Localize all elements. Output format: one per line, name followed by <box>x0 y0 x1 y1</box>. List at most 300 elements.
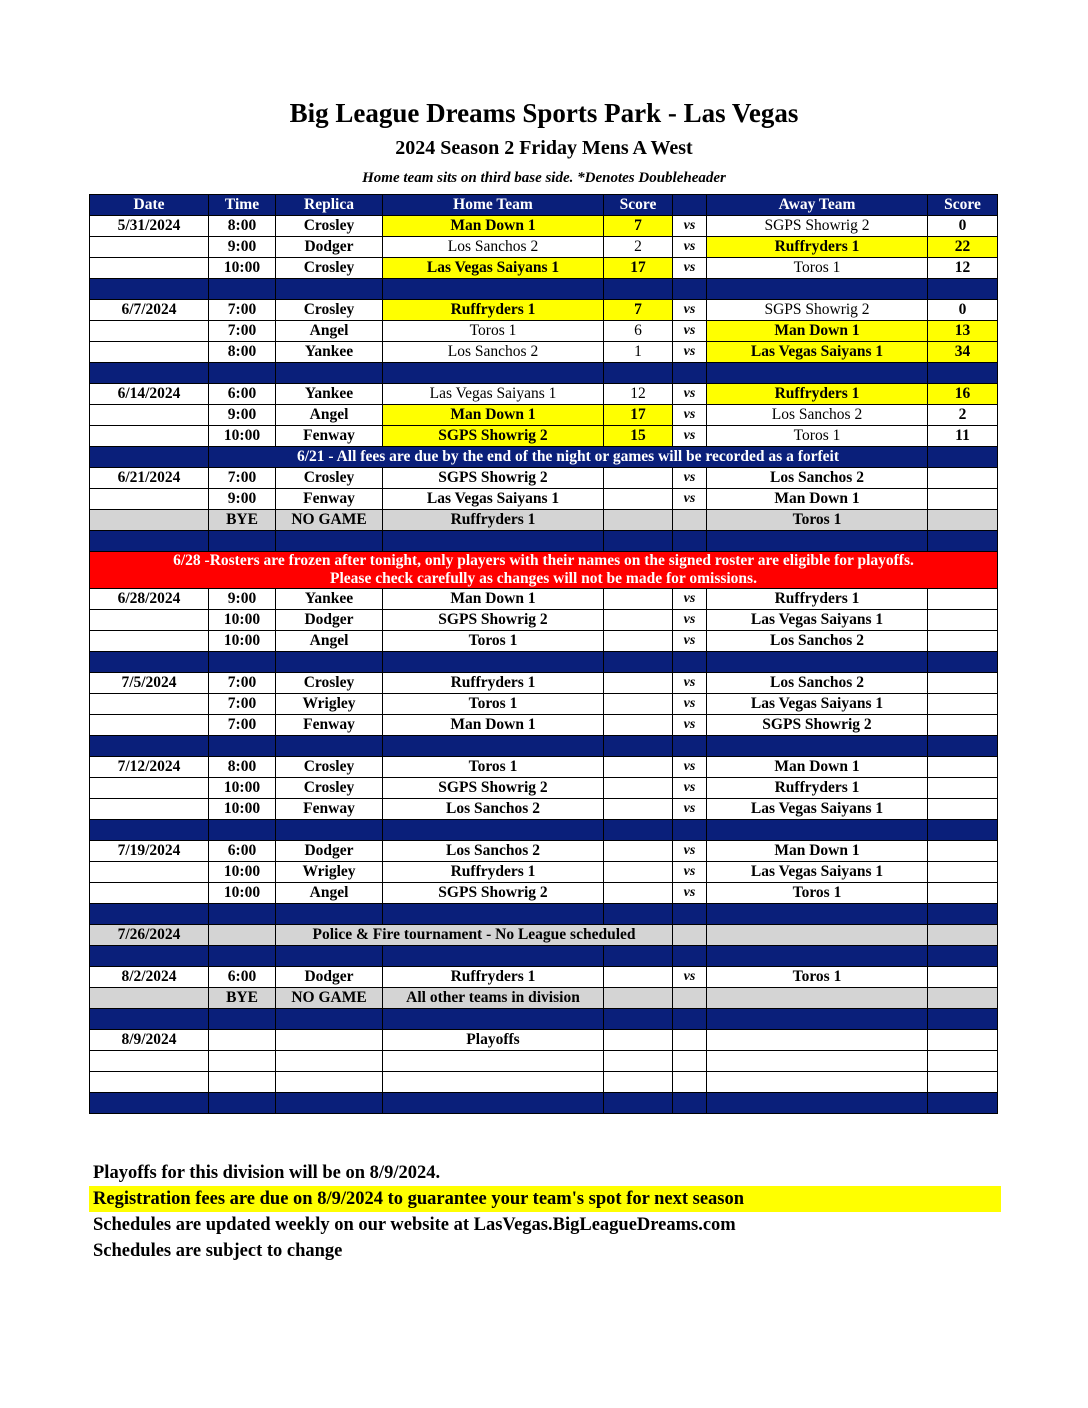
away-score-cell <box>928 1030 998 1051</box>
separator-cell <box>276 820 383 841</box>
game-row <box>90 694 998 715</box>
away-team-cell <box>707 1051 928 1072</box>
separator-cell <box>928 946 998 967</box>
home-team-cell: Los Sanchos 2 <box>383 237 604 258</box>
time-cell: 7:00 <box>209 468 276 489</box>
separator-cell <box>928 904 998 925</box>
week-separator-row <box>90 652 998 673</box>
time-cell: 9:00 <box>209 489 276 510</box>
home-score-cell <box>604 757 673 778</box>
separator-cell <box>928 820 998 841</box>
away-score-cell <box>928 510 998 531</box>
home-score-cell: 2 <box>604 237 673 258</box>
home-score-cell <box>604 862 673 883</box>
vs-cell: vs <box>673 715 707 736</box>
separator-cell <box>383 1009 604 1030</box>
vs-cell: vs <box>673 405 707 426</box>
home-score-cell <box>604 1030 673 1051</box>
home-team-cell: SGPS Showrig 2 <box>383 610 604 631</box>
separator-cell <box>276 946 383 967</box>
home-score-cell <box>604 610 673 631</box>
date-cell <box>90 321 209 342</box>
separator-cell <box>604 820 673 841</box>
time-cell: 7:00 <box>209 715 276 736</box>
game-row <box>90 237 998 258</box>
away-team-cell: Toros 1 <box>707 883 928 904</box>
game-row <box>90 342 998 363</box>
schedule-body <box>90 216 998 1114</box>
separator-cell <box>707 946 928 967</box>
home-score-cell <box>604 883 673 904</box>
roster-alert-line-1: 6/28 -Rosters are frozen after tonight, only players with their names on the signed roster are eligible for playoffs. <box>173 552 914 569</box>
separator-cell <box>90 363 209 384</box>
away-team-cell: Man Down 1 <box>707 489 928 510</box>
replica-field-cell: NO GAME <box>276 510 383 531</box>
away-score-cell <box>928 778 998 799</box>
vs-cell <box>673 988 707 1009</box>
replica-field-cell <box>276 1051 383 1072</box>
page-title: Big League Dreams Sports Park - Las Vegas <box>289 98 799 128</box>
game-row <box>90 468 998 489</box>
away-score-cell <box>928 1072 998 1093</box>
time-cell: 9:00 <box>209 237 276 258</box>
game-row <box>90 1030 998 1051</box>
game-row <box>90 258 998 279</box>
separator-cell <box>276 279 383 300</box>
separator-cell <box>707 1009 928 1030</box>
col-replica-header: Replica <box>276 195 383 216</box>
home-team-cell: Man Down 1 <box>383 405 604 426</box>
home-score-cell <box>604 631 673 652</box>
game-row <box>90 1072 998 1093</box>
away-score-cell <box>928 715 998 736</box>
home-score-cell <box>604 1072 673 1093</box>
away-team-cell: Las Vegas Saiyans 1 <box>707 342 928 363</box>
away-score-cell: 0 <box>928 216 998 237</box>
game-row <box>90 883 998 904</box>
vs-cell: vs <box>673 321 707 342</box>
time-cell: 6:00 <box>209 384 276 405</box>
separator-cell <box>383 820 604 841</box>
schedule-note: Home team sits on third base side. *Denotes Doubleheader <box>362 170 726 186</box>
separator-cell <box>276 652 383 673</box>
separator-cell <box>928 736 998 757</box>
away-team-cell: Los Sanchos 2 <box>707 631 928 652</box>
away-score-cell <box>928 589 998 610</box>
game-row <box>90 757 998 778</box>
time-cell: BYE <box>209 988 276 1009</box>
replica-field-cell: Crosley <box>276 468 383 489</box>
away-team-cell: SGPS Showrig 2 <box>707 715 928 736</box>
time-cell: 10:00 <box>209 883 276 904</box>
week-separator-row <box>90 736 998 757</box>
date-cell <box>90 258 209 279</box>
time-cell: 10:00 <box>209 258 276 279</box>
week-separator-row <box>90 363 998 384</box>
away-team-cell: Man Down 1 <box>707 841 928 862</box>
separator-cell <box>90 736 209 757</box>
time-cell <box>209 1030 276 1051</box>
away-score-cell <box>928 631 998 652</box>
home-score-cell: 1 <box>604 342 673 363</box>
replica-field-cell: Fenway <box>276 715 383 736</box>
separator-cell <box>707 652 928 673</box>
home-score-cell: 17 <box>604 405 673 426</box>
time-cell: 10:00 <box>209 426 276 447</box>
separator-cell <box>928 1009 998 1030</box>
game-row <box>90 715 998 736</box>
col-vs-header <box>673 195 707 216</box>
separator-cell <box>209 531 276 552</box>
replica-field-cell: Yankee <box>276 589 383 610</box>
event-text: Police & Fire tournament - No League scheduled <box>276 925 673 946</box>
replica-field-cell: Dodger <box>276 967 383 988</box>
week-separator-row <box>90 1093 998 1114</box>
home-team-cell <box>383 1051 604 1072</box>
separator-cell <box>209 946 276 967</box>
replica-field-cell: Dodger <box>276 237 383 258</box>
game-row <box>90 216 998 237</box>
away-score-cell <box>928 988 998 1009</box>
col-home-score-header: Score <box>604 195 673 216</box>
time-cell: 6:00 <box>209 967 276 988</box>
separator-cell <box>928 1093 998 1114</box>
separator-cell <box>276 363 383 384</box>
separator-cell <box>209 736 276 757</box>
vs-cell: vs <box>673 883 707 904</box>
away-team-cell: Ruffryders 1 <box>707 384 928 405</box>
vs-cell <box>673 925 707 946</box>
separator-cell <box>707 820 928 841</box>
game-row <box>90 862 998 883</box>
date-cell <box>90 778 209 799</box>
separator-cell <box>209 904 276 925</box>
vs-cell: vs <box>673 589 707 610</box>
date-cell <box>90 510 209 531</box>
replica-field-cell: Wrigley <box>276 862 383 883</box>
away-team-cell: Las Vegas Saiyans 1 <box>707 610 928 631</box>
separator-cell <box>90 531 209 552</box>
game-row <box>90 631 998 652</box>
separator-cell <box>276 904 383 925</box>
separator-cell <box>707 531 928 552</box>
away-team-cell: Toros 1 <box>707 426 928 447</box>
home-score-cell: 12 <box>604 384 673 405</box>
home-score-cell <box>604 988 673 1009</box>
fee-notice-row <box>90 447 998 468</box>
away-team-cell: Ruffryders 1 <box>707 237 928 258</box>
vs-cell: vs <box>673 799 707 820</box>
separator-cell <box>383 1093 604 1114</box>
time-cell: 7:00 <box>209 321 276 342</box>
date-cell: 7/12/2024 <box>90 757 209 778</box>
vs-cell: vs <box>673 489 707 510</box>
time-cell: 10:00 <box>209 862 276 883</box>
away-score-cell: 11 <box>928 426 998 447</box>
separator-cell <box>604 652 673 673</box>
away-score-cell <box>928 757 998 778</box>
week-separator-row <box>90 279 998 300</box>
vs-cell <box>673 1072 707 1093</box>
date-cell <box>90 694 209 715</box>
replica-field-cell: Angel <box>276 883 383 904</box>
replica-field-cell: Fenway <box>276 426 383 447</box>
date-cell <box>90 631 209 652</box>
separator-cell <box>383 279 604 300</box>
away-team-cell <box>707 1030 928 1051</box>
date-cell: 7/19/2024 <box>90 841 209 862</box>
separator-cell <box>209 1009 276 1030</box>
separator-cell <box>604 531 673 552</box>
home-score-cell <box>604 694 673 715</box>
away-team-cell: Toros 1 <box>707 967 928 988</box>
replica-field-cell: Dodger <box>276 841 383 862</box>
col-away-score-header: Score <box>928 195 998 216</box>
game-row <box>90 799 998 820</box>
home-team-cell: Los Sanchos 2 <box>383 342 604 363</box>
date-cell <box>90 799 209 820</box>
replica-field-cell <box>276 1030 383 1051</box>
separator-cell <box>276 736 383 757</box>
game-row <box>90 300 998 321</box>
col-date-header: Date <box>90 195 209 216</box>
footer-change-note: Schedules are subject to change <box>93 1241 343 1261</box>
home-team-cell: Ruffryders 1 <box>383 510 604 531</box>
home-score-cell: 7 <box>604 300 673 321</box>
replica-field-cell: Yankee <box>276 342 383 363</box>
date-cell <box>90 489 209 510</box>
away-score-cell: 12 <box>928 258 998 279</box>
away-score-cell: 13 <box>928 321 998 342</box>
replica-field-cell: Crosley <box>276 757 383 778</box>
home-score-cell: 7 <box>604 216 673 237</box>
replica-field-cell: NO GAME <box>276 988 383 1009</box>
separator-cell <box>673 279 707 300</box>
game-row <box>90 967 998 988</box>
separator-cell <box>928 652 998 673</box>
home-team-cell: SGPS Showrig 2 <box>383 468 604 489</box>
date-cell: 6/28/2024 <box>90 589 209 610</box>
home-team-cell: Man Down 1 <box>383 589 604 610</box>
home-team-cell: Las Vegas Saiyans 1 <box>383 489 604 510</box>
bye-row <box>90 988 998 1009</box>
schedule-table <box>89 194 998 1114</box>
page-subtitle: 2024 Season 2 Friday Mens A West <box>395 137 693 159</box>
footer-website-note: Schedules are updated weekly on our website at LasVegas.BigLeagueDreams.com <box>93 1215 736 1235</box>
replica-field-cell <box>276 1072 383 1093</box>
col-time-header: Time <box>209 195 276 216</box>
separator-cell <box>604 946 673 967</box>
separator-cell <box>707 363 928 384</box>
away-team-cell: Las Vegas Saiyans 1 <box>707 862 928 883</box>
bye-row <box>90 510 998 531</box>
event-row <box>90 925 998 946</box>
table-header-row <box>90 195 998 216</box>
separator-cell <box>383 652 604 673</box>
replica-field-cell: Angel <box>276 321 383 342</box>
time-cell: BYE <box>209 510 276 531</box>
separator-cell <box>707 1093 928 1114</box>
notice-text: 6/21 - All fees are due by the end of the night or games will be recorded as a forfeit <box>209 447 928 468</box>
away-team-cell: Toros 1 <box>707 258 928 279</box>
away-score-cell <box>928 673 998 694</box>
away-score-cell <box>928 925 998 946</box>
home-score-cell <box>604 967 673 988</box>
home-score-cell <box>604 715 673 736</box>
replica-field-cell: Yankee <box>276 384 383 405</box>
replica-field-cell: Wrigley <box>276 694 383 715</box>
date-cell <box>90 1072 209 1093</box>
col-home-team-header: Home Team <box>383 195 604 216</box>
away-score-cell: 0 <box>928 300 998 321</box>
away-score-cell: 2 <box>928 405 998 426</box>
week-separator-row <box>90 1009 998 1030</box>
date-cell <box>90 342 209 363</box>
home-team-cell: Playoffs <box>383 1030 604 1051</box>
separator-cell <box>604 279 673 300</box>
home-score-cell: 15 <box>604 426 673 447</box>
time-cell: 9:00 <box>209 405 276 426</box>
replica-field-cell: Dodger <box>276 610 383 631</box>
replica-field-cell: Angel <box>276 631 383 652</box>
away-team-cell: Los Sanchos 2 <box>707 405 928 426</box>
date-cell <box>90 405 209 426</box>
time-cell: 7:00 <box>209 300 276 321</box>
home-team-cell: Toros 1 <box>383 757 604 778</box>
home-score-cell <box>604 1051 673 1072</box>
replica-field-cell: Crosley <box>276 258 383 279</box>
replica-field-cell: Fenway <box>276 799 383 820</box>
col-away-team-header: Away Team <box>707 195 928 216</box>
separator-cell <box>383 736 604 757</box>
home-team-cell <box>383 1072 604 1093</box>
separator-cell <box>673 1093 707 1114</box>
time-cell: 9:00 <box>209 589 276 610</box>
vs-cell: vs <box>673 631 707 652</box>
separator-cell <box>707 279 928 300</box>
separator-cell <box>90 946 209 967</box>
home-team-cell: Los Sanchos 2 <box>383 799 604 820</box>
separator-cell <box>928 363 998 384</box>
replica-field-cell: Crosley <box>276 216 383 237</box>
game-row <box>90 405 998 426</box>
separator-cell <box>604 363 673 384</box>
away-team-cell: Los Sanchos 2 <box>707 468 928 489</box>
date-cell: 7/26/2024 <box>90 925 209 946</box>
date-cell: 7/5/2024 <box>90 673 209 694</box>
separator-cell <box>209 820 276 841</box>
vs-cell: vs <box>673 841 707 862</box>
home-team-cell: SGPS Showrig 2 <box>383 778 604 799</box>
date-cell <box>90 1051 209 1072</box>
home-score-cell <box>604 841 673 862</box>
away-score-cell <box>928 1051 998 1072</box>
time-cell: 10:00 <box>209 610 276 631</box>
separator-cell <box>90 652 209 673</box>
roster-alert-text <box>90 552 998 589</box>
away-score-cell: 22 <box>928 237 998 258</box>
home-team-cell: Toros 1 <box>383 321 604 342</box>
replica-field-cell: Crosley <box>276 673 383 694</box>
date-cell: 8/2/2024 <box>90 967 209 988</box>
game-row <box>90 778 998 799</box>
away-team-cell: SGPS Showrig 2 <box>707 216 928 237</box>
home-score-cell <box>604 673 673 694</box>
separator-cell <box>90 1093 209 1114</box>
separator-cell <box>707 904 928 925</box>
vs-cell: vs <box>673 237 707 258</box>
separator-cell <box>383 946 604 967</box>
separator-cell <box>209 279 276 300</box>
away-team-cell: Man Down 1 <box>707 321 928 342</box>
away-score-cell <box>928 610 998 631</box>
away-team-cell: Toros 1 <box>707 510 928 531</box>
roster-alert-line-2: Please check carefully as changes will not be made for omissions. <box>330 570 757 587</box>
separator-cell <box>604 1093 673 1114</box>
vs-cell <box>673 1051 707 1072</box>
away-team-cell: Ruffryders 1 <box>707 778 928 799</box>
separator-cell <box>604 736 673 757</box>
date-cell: 6/7/2024 <box>90 300 209 321</box>
separator-cell <box>673 363 707 384</box>
vs-cell: vs <box>673 778 707 799</box>
home-team-cell: Toros 1 <box>383 694 604 715</box>
vs-cell: vs <box>673 862 707 883</box>
away-score-cell <box>928 883 998 904</box>
home-team-cell: All other teams in division <box>383 988 604 1009</box>
time-cell: 8:00 <box>209 216 276 237</box>
separator-cell <box>90 279 209 300</box>
away-score-cell <box>928 694 998 715</box>
home-team-cell: Ruffryders 1 <box>383 300 604 321</box>
week-separator-row <box>90 531 998 552</box>
vs-cell: vs <box>673 468 707 489</box>
game-row <box>90 384 998 405</box>
home-score-cell <box>604 510 673 531</box>
separator-cell <box>673 946 707 967</box>
away-score-cell <box>928 841 998 862</box>
separator-cell <box>604 904 673 925</box>
away-team-cell: SGPS Showrig 2 <box>707 300 928 321</box>
home-score-cell <box>604 799 673 820</box>
replica-field-cell: Fenway <box>276 489 383 510</box>
time-cell: 10:00 <box>209 631 276 652</box>
separator-cell <box>90 904 209 925</box>
replica-field-cell: Angel <box>276 405 383 426</box>
vs-cell: vs <box>673 426 707 447</box>
separator-cell <box>383 363 604 384</box>
date-cell: 6/21/2024 <box>90 468 209 489</box>
away-score-cell: 34 <box>928 342 998 363</box>
game-row <box>90 589 998 610</box>
week-separator-row <box>90 820 998 841</box>
separator-cell <box>707 736 928 757</box>
time-cell <box>209 1072 276 1093</box>
date-cell <box>90 883 209 904</box>
home-team-cell: SGPS Showrig 2 <box>383 883 604 904</box>
date-cell: 6/14/2024 <box>90 384 209 405</box>
time-cell: 7:00 <box>209 673 276 694</box>
vs-cell: vs <box>673 673 707 694</box>
separator-cell <box>928 531 998 552</box>
game-row <box>90 321 998 342</box>
vs-cell <box>673 510 707 531</box>
away-team-cell: Las Vegas Saiyans 1 <box>707 694 928 715</box>
home-score-cell <box>604 468 673 489</box>
game-row <box>90 841 998 862</box>
home-score-cell <box>604 589 673 610</box>
away-team-cell: Ruffryders 1 <box>707 589 928 610</box>
